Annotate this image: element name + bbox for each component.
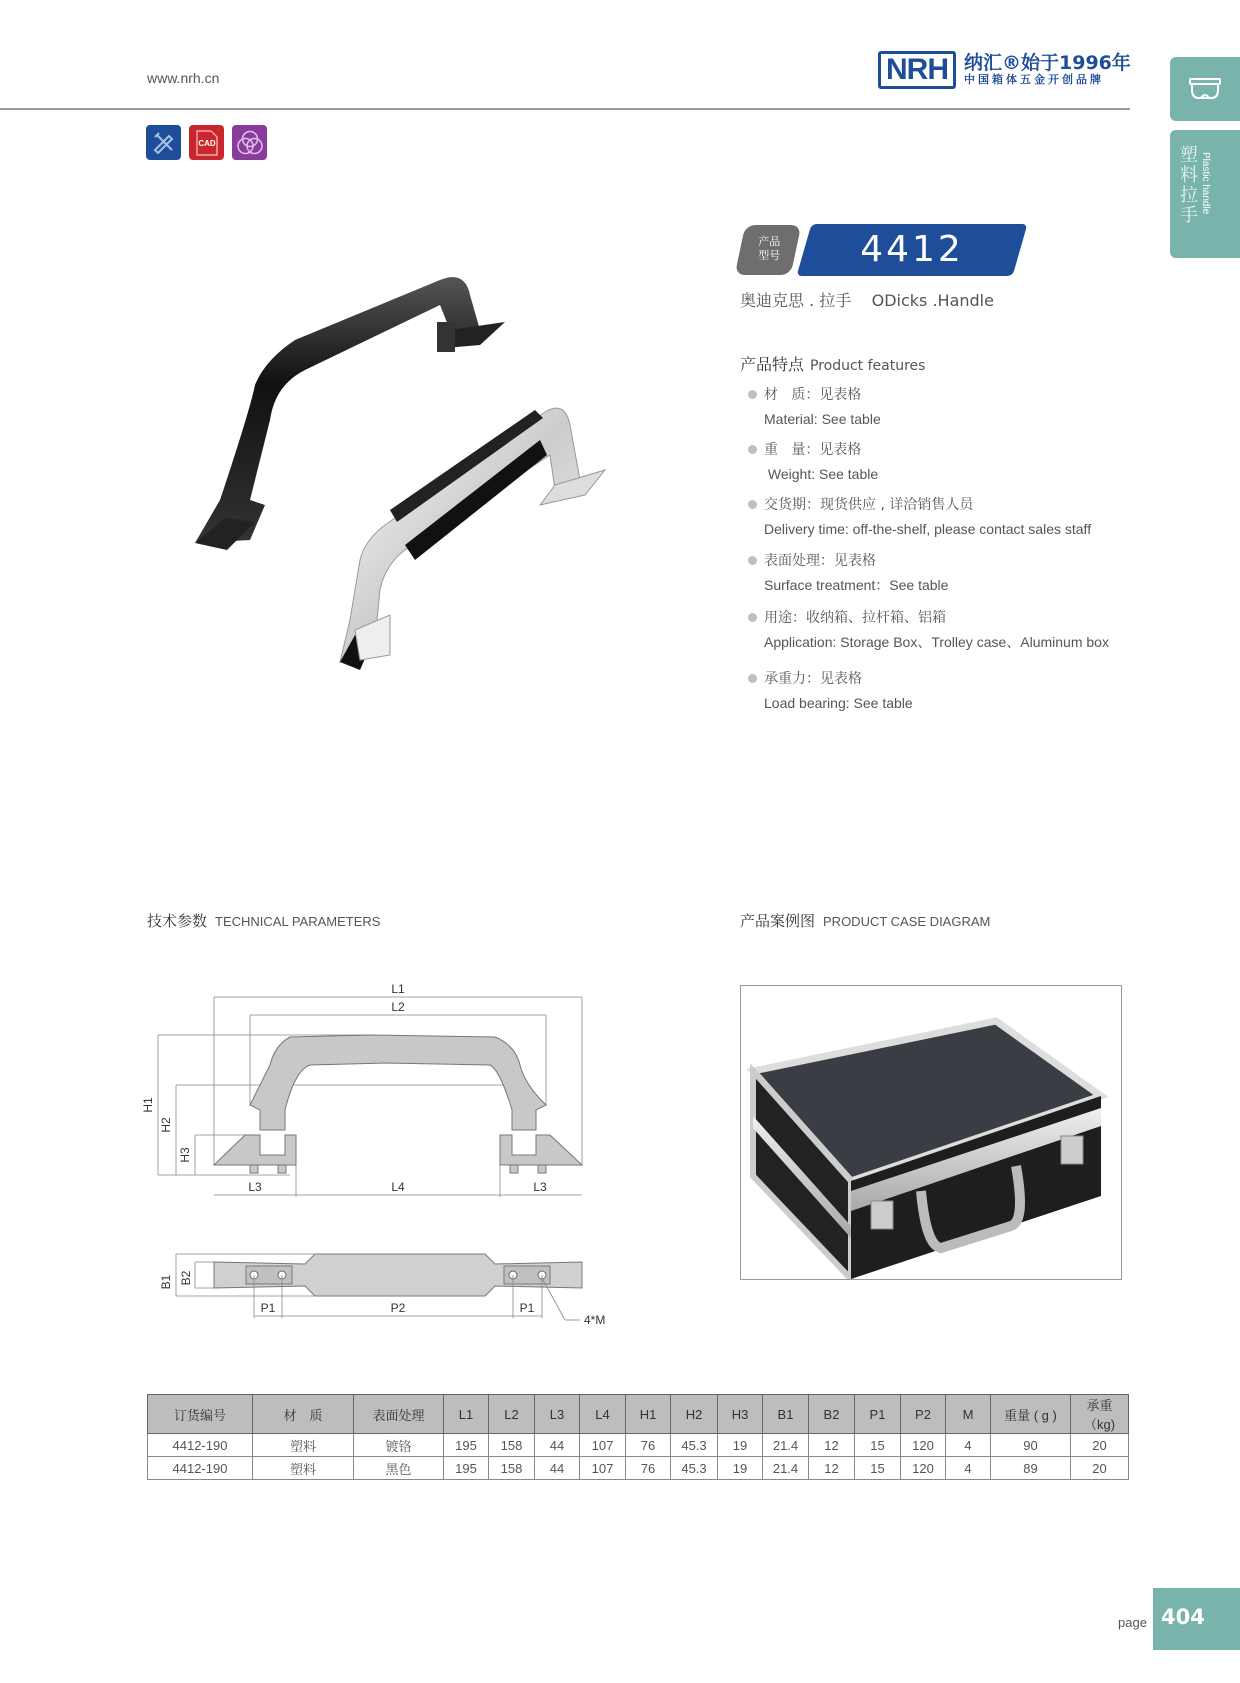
column-header: L3: [535, 1395, 580, 1434]
cell-l3: 44: [535, 1434, 580, 1457]
page-number-box: [1153, 1588, 1240, 1650]
svg-text:P2: P2: [390, 1301, 406, 1315]
column-header: L1: [444, 1395, 489, 1434]
svg-text:P1: P1: [260, 1301, 276, 1315]
column-header: 材 质: [253, 1395, 354, 1434]
product-photo: [175, 260, 665, 680]
model-number: 4412: [860, 229, 964, 270]
spec-table: [147, 1394, 1129, 1480]
cell-b1: 21.4: [763, 1457, 809, 1480]
svg-text:L1: L1: [391, 982, 405, 996]
feature-surface: 表面处理：见表格 Surface treatment：See table: [748, 551, 948, 596]
cell-load: 20: [1071, 1434, 1129, 1457]
table-row: [148, 1434, 1129, 1457]
cell-surface: 镀铬: [354, 1434, 444, 1457]
top-view-drawing: [140, 1250, 610, 1335]
cell-l2: 158: [489, 1434, 535, 1457]
cell-p2: 120: [901, 1457, 946, 1480]
logo-slogan: 纳汇®始于1996年: [964, 52, 1131, 74]
svg-text:H1: H1: [141, 1097, 155, 1113]
product-subtitle: 奥迪克思 . 拉手 ODicks .Handle: [740, 291, 994, 310]
column-header: P1: [855, 1395, 901, 1434]
column-header: 重量 ( g ): [991, 1395, 1071, 1434]
cell-h2: 45.3: [671, 1457, 718, 1480]
bullet-icon: [748, 500, 757, 509]
feature-delivery: 交货期：现货供应 , 详洽销售人员 Delivery time: off-the-shelf, please contact sales staff: [748, 495, 1091, 540]
feature-application: 用途：收纳箱、拉杆箱、铝箱 Application: Storage Box、Trolley case、Aluminum box: [748, 608, 1109, 653]
cell-l4: 107: [580, 1457, 626, 1480]
drafting-tools-icon[interactable]: [146, 125, 181, 160]
cell-l1: 195: [444, 1434, 489, 1457]
case-diagram-title: 产品案例图 PRODUCT CASE DIAGRAM: [740, 912, 991, 930]
column-header: L2: [489, 1395, 535, 1434]
cell-l2: 158: [489, 1457, 535, 1480]
svg-text:B2: B2: [179, 1270, 193, 1286]
website-url[interactable]: www.nrh.cn: [147, 70, 220, 86]
bullet-icon: [748, 445, 757, 454]
cell-b2: 12: [809, 1457, 855, 1480]
format-badges: [146, 125, 267, 160]
logo-mark: NRH: [878, 51, 956, 89]
cell-weight: 89: [991, 1457, 1071, 1480]
aluminum-case-photo: [741, 986, 1121, 1279]
svg-text:B1: B1: [159, 1274, 173, 1290]
column-header: H3: [718, 1395, 763, 1434]
svg-text:4*M: 4*M: [584, 1313, 606, 1327]
column-header: B2: [809, 1395, 855, 1434]
cell-l1: 195: [444, 1457, 489, 1480]
cell-h1: 76: [626, 1457, 671, 1480]
bullet-icon: [748, 390, 757, 399]
page-label: page: [1118, 1615, 1147, 1630]
cell-h2: 45.3: [671, 1434, 718, 1457]
category-tab-plastic-handle[interactable]: [1170, 130, 1240, 258]
column-header: P2: [901, 1395, 946, 1434]
cell-m: 4: [946, 1457, 991, 1480]
cell-material: 塑料: [253, 1434, 354, 1457]
bullet-icon: [748, 674, 757, 683]
header-divider: [0, 108, 1130, 110]
bullet-icon: [748, 556, 757, 565]
cell-b1: 21.4: [763, 1434, 809, 1457]
cad-file-icon[interactable]: [189, 125, 224, 160]
svg-text:L3: L3: [248, 1180, 262, 1194]
technical-parameters-title: 技术参数 TECHNICAL PARAMETERS: [147, 912, 381, 930]
category-tab-icon[interactable]: [1170, 57, 1240, 121]
cell-l4: 107: [580, 1434, 626, 1457]
cell-material: 塑料: [253, 1457, 354, 1480]
cell-m: 4: [946, 1434, 991, 1457]
model-number-badge: [797, 224, 1028, 276]
svg-text:H2: H2: [159, 1117, 173, 1133]
category-label-en: Plastic handle: [1200, 152, 1211, 215]
column-header: 承重（kg): [1071, 1395, 1129, 1434]
feature-load-bearing: 承重力：见表格 Load bearing: See table: [748, 669, 913, 714]
cell-h1: 76: [626, 1434, 671, 1457]
cell-h3: 19: [718, 1434, 763, 1457]
column-header: B1: [763, 1395, 809, 1434]
side-view-drawing: [140, 975, 600, 1200]
table-header-row: [148, 1395, 1129, 1434]
column-header: H2: [671, 1395, 718, 1434]
column-header: M: [946, 1395, 991, 1434]
color-circles-icon[interactable]: [232, 125, 267, 160]
cell-weight: 90: [991, 1434, 1071, 1457]
column-header: 订货编号: [148, 1395, 253, 1434]
cell-l3: 44: [535, 1457, 580, 1480]
column-header: 表面处理: [354, 1395, 444, 1434]
svg-text:L2: L2: [391, 1000, 405, 1014]
handle-icon: [1187, 76, 1223, 102]
brand-logo: [878, 48, 1131, 92]
case-photo-frame: [740, 985, 1122, 1280]
cell-h3: 19: [718, 1457, 763, 1480]
cell-order-no: 4412-190: [148, 1434, 253, 1457]
category-label-zh: 塑料拉手: [1180, 145, 1198, 226]
features-title: 产品特点 Product features: [740, 355, 926, 374]
cell-b2: 12: [809, 1434, 855, 1457]
cell-p2: 120: [901, 1434, 946, 1457]
svg-text:L4: L4: [391, 1180, 405, 1194]
cell-surface: 黑色: [354, 1457, 444, 1480]
cell-p1: 15: [855, 1457, 901, 1480]
bullet-icon: [748, 613, 757, 622]
table-row: [148, 1457, 1129, 1480]
svg-text:H3: H3: [178, 1147, 192, 1163]
svg-text:L3: L3: [533, 1180, 547, 1194]
page-number: 404: [1161, 1605, 1205, 1629]
column-header: L4: [580, 1395, 626, 1434]
cell-load: 20: [1071, 1457, 1129, 1480]
cell-order-no: 4412-190: [148, 1457, 253, 1480]
chrome-handle: [340, 408, 605, 670]
logo-tagline: 中国箱体五金开创品牌: [964, 73, 1104, 86]
column-header: H1: [626, 1395, 671, 1434]
svg-text:P1: P1: [519, 1301, 535, 1315]
feature-weight: 重 量：见表格 Weight: See table: [748, 440, 878, 485]
cell-p1: 15: [855, 1434, 901, 1457]
svg-text:CAD: CAD: [197, 138, 216, 148]
model-label: 产品 型号: [735, 225, 802, 275]
feature-material: 材 质：见表格 Material: See table: [748, 385, 881, 430]
